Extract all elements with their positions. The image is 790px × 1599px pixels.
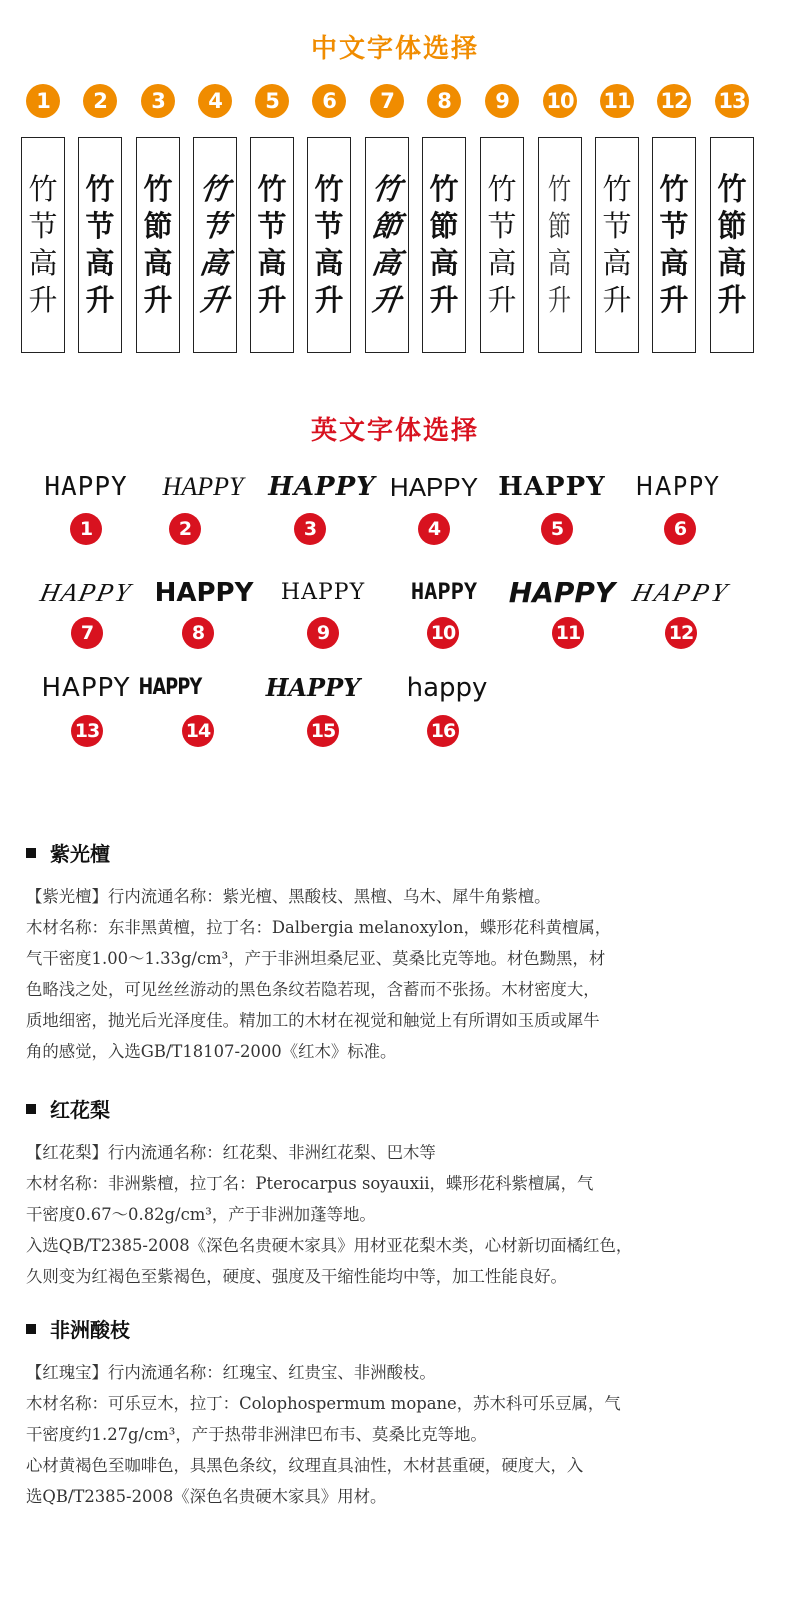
english-font-number-badge: 12 (665, 617, 697, 649)
chinese-font-sample-char: 节 (28, 209, 58, 243)
wood-line: 木材名称：可乐豆木，拉丁：Colophospermum mopane，苏木科可乐豆属，气 (26, 1394, 621, 1413)
chinese-font-sample-char: 升 (143, 283, 173, 317)
english-font-number-badge: 14 (182, 715, 214, 747)
chinese-font-number-badge: 13 (715, 84, 749, 118)
chinese-font-sample-char: 高 (548, 246, 572, 280)
wood-line: 干密度约1.27g/cm³，产于热带非洲津巴布韦、莫桑比克等地。 (26, 1425, 487, 1444)
chinese-font-option-card[interactable] (710, 137, 754, 353)
chinese-font-sample-char: 升 (602, 283, 632, 317)
chinese-font-sample-char: 高 (314, 246, 344, 280)
wood-line: 久则变为红褐色至紫褐色，硬度、强度及干缩性能均中等，加工性能良好。 (26, 1267, 567, 1286)
chinese-font-sample-char: 高 (143, 246, 173, 280)
wood-line: 木材名称：非洲紫檀，拉丁名：Pterocarpus soyauxii，蝶形花科紫檀属，气 (26, 1174, 594, 1193)
wood-line: 入选QB/T2385-2008《深色名贵硬木家具》用材亚花梨木类，心材新切面橘红色， (26, 1236, 633, 1255)
chinese-font-sample-char: 高 (28, 246, 58, 280)
chinese-font-number-badge: 4 (198, 84, 232, 118)
wood-line: 木材名称：东非黑黄檀，拉丁名：Dalbergia melanoxylon，蝶形花科黄檀属， (26, 918, 612, 937)
english-font-number-badge: 3 (294, 513, 326, 545)
chinese-font-sample-char: 竹 (28, 172, 58, 206)
english-font-option[interactable]: HAPPY (37, 578, 135, 607)
english-font-number-badge: 8 (182, 617, 214, 649)
english-font-option[interactable]: HAPPY (635, 472, 721, 502)
chinese-font-number-badge: 1 (26, 84, 60, 118)
chinese-font-sample-char: 節 (717, 208, 747, 244)
chinese-font-sample-char: 高 (257, 246, 287, 280)
chinese-font-sample-char: 竹 (717, 171, 747, 207)
chinese-font-sample-char: 节 (85, 209, 115, 243)
chinese-font-option-card[interactable] (365, 137, 409, 353)
english-font-option[interactable]: HAPPY (154, 578, 254, 608)
wood-line: 气干密度1.00～1.33g/cm³，产于非洲坦桑尼亚、莫桑比克等地。材色黝黑，材 (26, 949, 606, 968)
chinese-font-sample-char: 竹 (487, 172, 517, 206)
chinese-font-option-card[interactable] (78, 137, 122, 353)
chinese-font-sample-char: 节 (602, 209, 632, 243)
english-font-option[interactable]: HAPPY (162, 472, 244, 501)
english-font-option[interactable]: HAPPY (410, 580, 478, 605)
chinese-font-sample-char: 升 (198, 283, 232, 317)
chinese-font-number-badge: 7 (370, 84, 404, 118)
chinese-font-sample-char: 竹 (370, 172, 404, 206)
chinese-font-option-card[interactable] (480, 137, 524, 353)
english-font-number-badge: 9 (307, 617, 339, 649)
chinese-font-option-card[interactable] (422, 137, 466, 353)
chinese-font-title: 中文字体选择 (310, 34, 479, 64)
chinese-font-sample-char: 竹 (429, 172, 459, 206)
wood-line: 干密度0.67～0.82g/cm³，产于非洲加蓬等地。 (26, 1205, 376, 1224)
wood-line: 选QB/T2385-2008《深色名贵硬木家具》用材。 (26, 1487, 387, 1506)
chinese-font-sample-char: 高 (659, 246, 689, 280)
wood-heading: 非洲酸枝 (50, 1318, 130, 1342)
chinese-font-sample-char: 升 (85, 283, 115, 317)
chinese-font-sample-char: 竹 (548, 172, 572, 206)
chinese-font-option-card[interactable] (307, 137, 351, 353)
english-font-number-badge: 13 (71, 715, 103, 747)
english-font-option[interactable]: HAPPY (280, 580, 366, 605)
chinese-font-sample-char: 高 (487, 246, 517, 280)
english-font-number-badge: 2 (169, 513, 201, 545)
chinese-font-option-card[interactable] (652, 137, 696, 353)
wood-heading: 红花梨 (50, 1098, 110, 1122)
chinese-font-sample-char: 高 (429, 246, 459, 280)
chinese-font-sample-char: 竹 (659, 172, 689, 206)
chinese-font-option-card[interactable] (21, 137, 65, 353)
chinese-font-sample-char: 竹 (198, 172, 232, 206)
chinese-font-number-badge: 3 (141, 84, 175, 118)
english-font-number-badge: 5 (541, 513, 573, 545)
bullet-square-icon (26, 1324, 36, 1334)
chinese-font-option-card[interactable] (136, 137, 180, 353)
chinese-font-sample-char: 節 (429, 209, 459, 243)
english-font-number-badge: 4 (418, 513, 450, 545)
chinese-font-number-badge: 6 (312, 84, 346, 118)
chinese-font-sample-char: 节 (257, 209, 287, 243)
chinese-font-option-card[interactable] (538, 137, 582, 353)
english-font-option[interactable]: HAPPY (265, 673, 361, 702)
english-font-option[interactable]: HAPPY (41, 673, 131, 703)
chinese-font-sample-char: 升 (659, 283, 689, 317)
chinese-font-sample-char: 高 (602, 246, 632, 280)
english-font-number-badge: 10 (427, 617, 459, 649)
english-font-number-badge: 15 (307, 715, 339, 747)
english-font-number-badge: 6 (664, 513, 696, 545)
chinese-font-sample-char: 節 (548, 209, 572, 243)
chinese-font-sample-char: 节 (198, 209, 232, 243)
chinese-font-sample-char: 高 (85, 246, 115, 280)
chinese-font-number-badge: 5 (255, 84, 289, 118)
chinese-font-sample-char: 升 (28, 283, 58, 317)
english-font-option[interactable]: HAPPY (629, 578, 733, 607)
chinese-font-sample-char: 節 (370, 209, 404, 243)
chinese-font-number-badge: 8 (427, 84, 461, 118)
wood-section-ziguangtan (26, 838, 766, 1067)
wood-section-feizhousuanzhi (26, 1314, 766, 1512)
chinese-font-sample-char: 節 (143, 209, 173, 243)
chinese-font-sample-char: 竹 (257, 172, 287, 206)
wood-line: 角的感觉，入选GB/T18107-2000《红木》标准。 (26, 1042, 397, 1061)
chinese-font-sample-char: 升 (717, 282, 747, 318)
chinese-font-option-card[interactable] (193, 137, 237, 353)
english-font-option[interactable]: HAPPY (498, 472, 606, 502)
english-font-option[interactable]: happy (406, 673, 488, 703)
chinese-font-number-badge: 10 (543, 84, 577, 118)
chinese-font-number-badge: 11 (600, 84, 634, 118)
chinese-font-number-badge: 2 (83, 84, 117, 118)
chinese-font-sample-char: 竹 (85, 172, 115, 206)
wood-section-honghuali (26, 1094, 766, 1292)
chinese-font-sample-char: 节 (314, 209, 344, 243)
wood-line: 【红花梨】行内流通名称：红花梨、非洲红花梨、巴木等 (26, 1143, 436, 1162)
chinese-font-sample-char: 节 (487, 209, 517, 243)
chinese-font-number-badge: 12 (657, 84, 691, 118)
english-font-title: 英文字体选择 (310, 416, 479, 446)
wood-line: 心材黄褐色至咖啡色，具黑色条纹，纹理直具油性，木材甚重硬，硬度大，入 (26, 1456, 584, 1475)
bullet-square-icon (26, 1104, 36, 1114)
wood-line: 色略浅之处，可见丝丝游动的黑色条纹若隐若现，含蓄而不张扬。木材密度大， (26, 980, 600, 999)
chinese-font-sample-char: 竹 (143, 172, 173, 206)
chinese-font-sample-char: 高 (198, 246, 232, 280)
english-font-option[interactable]: HAPPY (508, 576, 616, 609)
wood-line: 质地细密，抛光后光泽度佳。精加工的木材在视觉和触觉上有所谓如玉质或犀牛 (26, 1011, 600, 1030)
chinese-font-sample-char: 竹 (314, 172, 344, 206)
chinese-font-sample-char: 升 (257, 283, 287, 317)
chinese-font-sample-char: 升 (487, 283, 517, 317)
chinese-font-sample-char: 升 (429, 283, 459, 317)
english-font-number-badge: 7 (71, 617, 103, 649)
english-font-option[interactable]: HAPPY (44, 472, 128, 502)
chinese-font-sample-char: 竹 (602, 172, 632, 206)
bullet-square-icon (26, 848, 36, 858)
chinese-font-number-badge: 9 (485, 84, 519, 118)
chinese-font-option-card[interactable] (250, 137, 294, 353)
wood-line: 【紫光檀】行内流通名称：紫光檀、黑酸枝、黑檀、乌木、犀牛角紫檀。 (26, 887, 551, 906)
chinese-font-sample-char: 高 (717, 245, 747, 281)
chinese-font-sample-char: 节 (659, 209, 689, 243)
english-font-number-badge: 1 (70, 513, 102, 545)
english-font-option[interactable]: HAPPY (268, 472, 376, 502)
chinese-font-sample-char: 升 (314, 283, 344, 317)
wood-heading: 紫光檀 (50, 842, 110, 866)
chinese-font-option-card[interactable] (595, 137, 639, 353)
english-font-option[interactable]: HAPPY (389, 472, 479, 502)
english-font-option[interactable]: HAPPY (138, 675, 202, 700)
english-font-number-badge: 11 (552, 617, 584, 649)
english-font-number-badge: 16 (427, 715, 459, 747)
chinese-font-sample-char: 升 (548, 283, 572, 317)
chinese-font-sample-char: 升 (370, 283, 404, 317)
wood-line: 【红瑰宝】行内流通名称：红瑰宝、红贵宝、非洲酸枝。 (26, 1363, 436, 1382)
chinese-font-sample-char: 高 (370, 246, 404, 280)
